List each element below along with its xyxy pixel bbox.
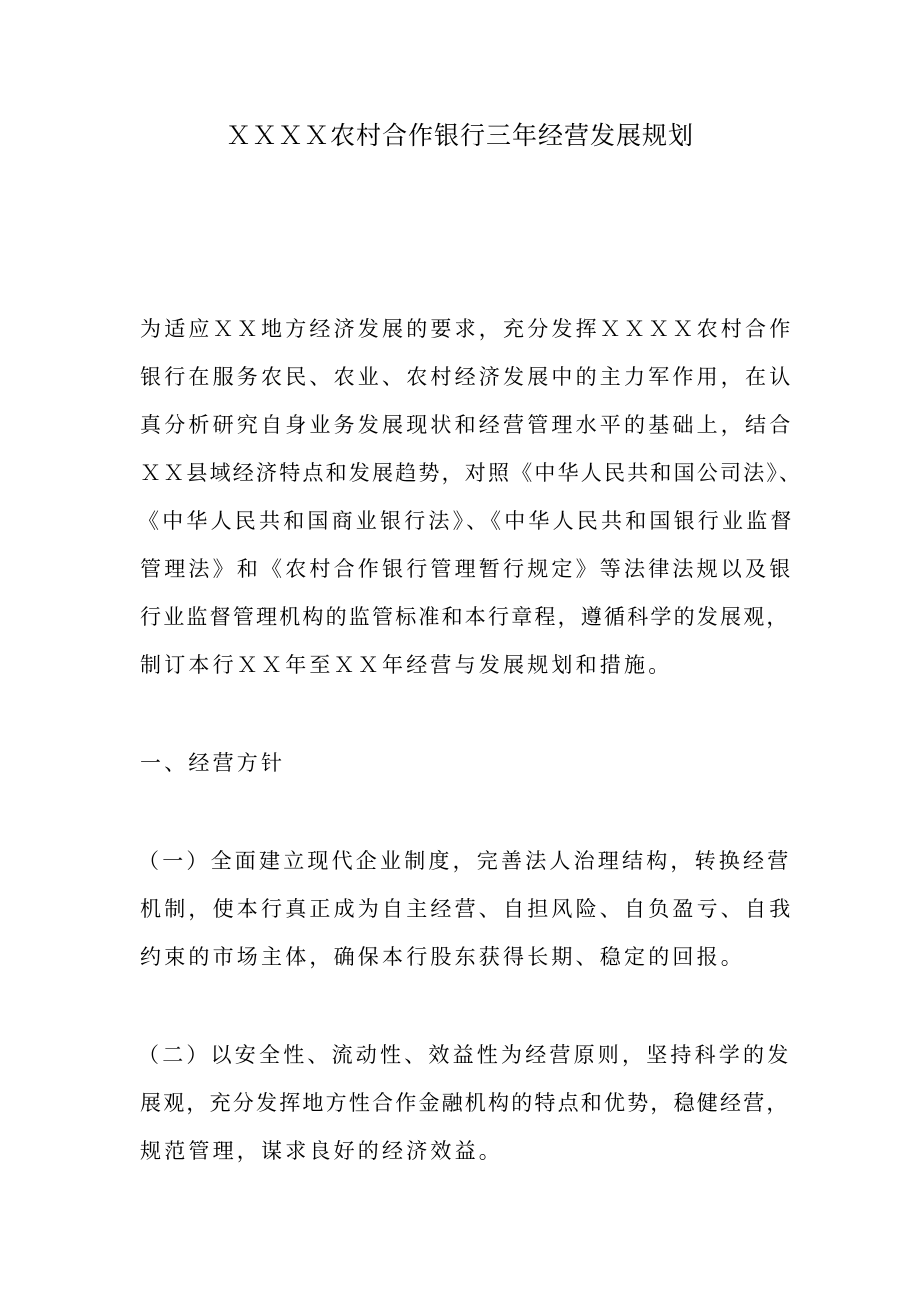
paragraph-line: 展观，充分发挥地方性合作金融机构的特点和优势，稳健经营， — [140, 1091, 790, 1115]
document-title: ＸＸＸＸ农村合作银行三年经营发展规划 — [225, 121, 694, 150]
paragraph-line: 真分析研究自身业务发展现状和经营管理水平的基础上，结合 — [140, 413, 794, 437]
paragraph-line: （二）以安全性、流动性、效益性为经营原则，坚持科学的发 — [138, 1043, 792, 1067]
paragraph-line: 为适应ＸＸ地方经济发展的要求，充分发挥ＸＸＸＸ农村合作 — [140, 317, 794, 341]
paragraph-line: 行业监督管理机构的监管标准和本行章程，遵循科学的发展观， — [140, 605, 790, 629]
paragraph-line: 制订本行ＸＸ年至ＸＸ年经营与发展规划和措施。 — [140, 653, 673, 677]
paragraph-line: （一）全面建立现代企业制度，完善法人治理结构，转换经营 — [138, 849, 792, 873]
paragraph-line: 机制，使本行真正成为自主经营、自担风险、自负盈亏、自我 — [140, 897, 794, 921]
section-heading: 一、经营方针 — [140, 751, 286, 775]
paragraph-line: 约束的市场主体，确保本行股东获得长期、稳定的回报。 — [140, 945, 745, 969]
paragraph-line: 管理法》和《农村合作银行管理暂行规定》等法律法规以及银 — [140, 557, 794, 581]
paragraph-line: 《中华人民共和国商业银行法》、《中华人民共和国银行业监督 — [138, 509, 795, 533]
paragraph-line: 银行在服务农民、农业、农村经济发展中的主力军作用，在认 — [140, 365, 794, 389]
paragraph-line: 规范管理，谋求良好的经济效益。 — [140, 1139, 503, 1163]
paragraph-line: ＸＸ县域经济特点和发展趋势，对照《中华人民共和国公司法》、 — [140, 461, 803, 485]
